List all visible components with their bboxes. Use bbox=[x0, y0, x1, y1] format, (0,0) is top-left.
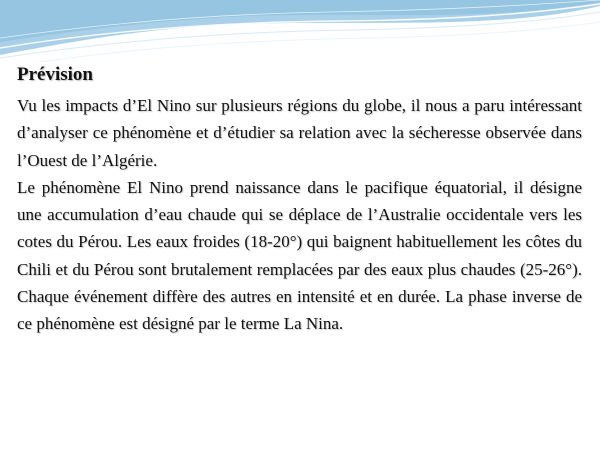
decorative-wave-header bbox=[0, 0, 600, 62]
slide-content bbox=[17, 62, 582, 338]
paragraph-2: Le phénomène El Nino prend naissance dans le pacifique équatorial, il désigne une accumulation d’eau chaude qui se déplace de l’Australie occidentale vers les cotes du Pérou. Les eaux froides (18-20°) qui baignent habituellement les côtes du Chili et du Pérou sont brutalement remplacées par des eaux plus chaudes (25-26°). Chaque événement diffère des autres en intensité et en durée. La phase inverse de ce phénomène est désigné par le terme La Nina. bbox=[17, 177, 582, 334]
slide-title: Prévision bbox=[17, 64, 93, 85]
paragraph-1: Vu les impacts d’El Nino sur plusieurs régions du globe, il nous a paru intéressant d’analyser ce phénomène et d’étudier sa relation avec la sécheresse observée dans l’Ouest de l’Algérie. bbox=[17, 96, 582, 170]
